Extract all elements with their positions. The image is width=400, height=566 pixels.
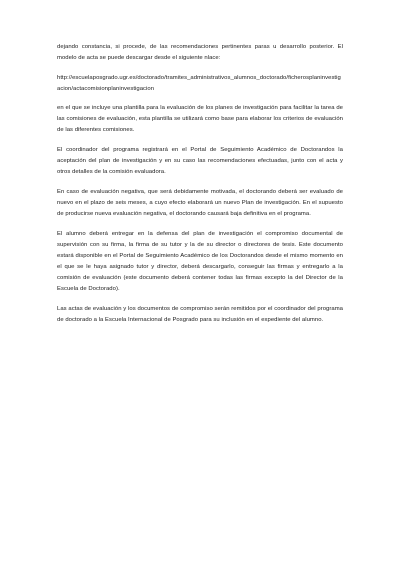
paragraph-evaluacion-negativa: En caso de evaluación negativa, que será debidamente motivada, el doctorando deberá ser evaluado de nuevo en el plazo de seis meses, a cuyo efecto elaborará un nuevo Plan de investigación. En el supuesto de producirse nueva evaluación negativa, el doctorando causará baja definitiva en el programa.: [57, 189, 343, 217]
paragraph-url: http://escuelaposgrado.ugr.es/doctorado/tramites_administrativos_alumnos_doctorado/ficherosplaninvestigacion/actacomisionplaninvestigacion: [57, 75, 341, 92]
paragraph-compromiso-documental: El alumno deberá entregar en la defensa del plan de investigación el compromiso documental de supervisión con su firma, la firma de su tutor y la de su director o directores de tesis. Este documento estará disponible en el Portal de Seguimiento Académico de los Doctorandos desde el mismo momento en el que se le haya asignado tutor y director, deberá descargarlo, conseguir las firmas y entregarlo a la comisión de evaluación (este documento deberá contener todas las firmas excepto la del Director de la Escuela de Doctorado).: [57, 231, 343, 292]
paragraph-actas-remision: Las actas de evaluación y los documentos de compromiso serán remitidos por el coordinador del programa de doctorado a la Escuela Internacional de Posgrado para su inclusión en el expediente del alumno.: [57, 306, 343, 323]
paragraph-plantilla: en el que se incluye una plantilla para la evaluación de los planes de investigación para facilitar la tarea de las comisiones de evaluación, esta plantilla se utilizará como base para elaborar los criterios de evaluación de las diferentes comisiones.: [57, 105, 343, 133]
paragraph-acta-intro: dejando constancia, si procede, de las recomendaciones pertinentes paras u desarrollo posterior. El modelo de acta se puede descargar desde el siguiente nlace:: [57, 44, 343, 61]
paragraph-coordinador: El coordinador del programa registrará en el Portal de Seguimiento Académico de Doctorandos la aceptación del plan de investigación y en su caso las recomendaciones efectuadas, junto con el acta y otros detalles de la comisión evaluadora.: [57, 147, 343, 175]
document-body: [57, 42, 343, 335]
